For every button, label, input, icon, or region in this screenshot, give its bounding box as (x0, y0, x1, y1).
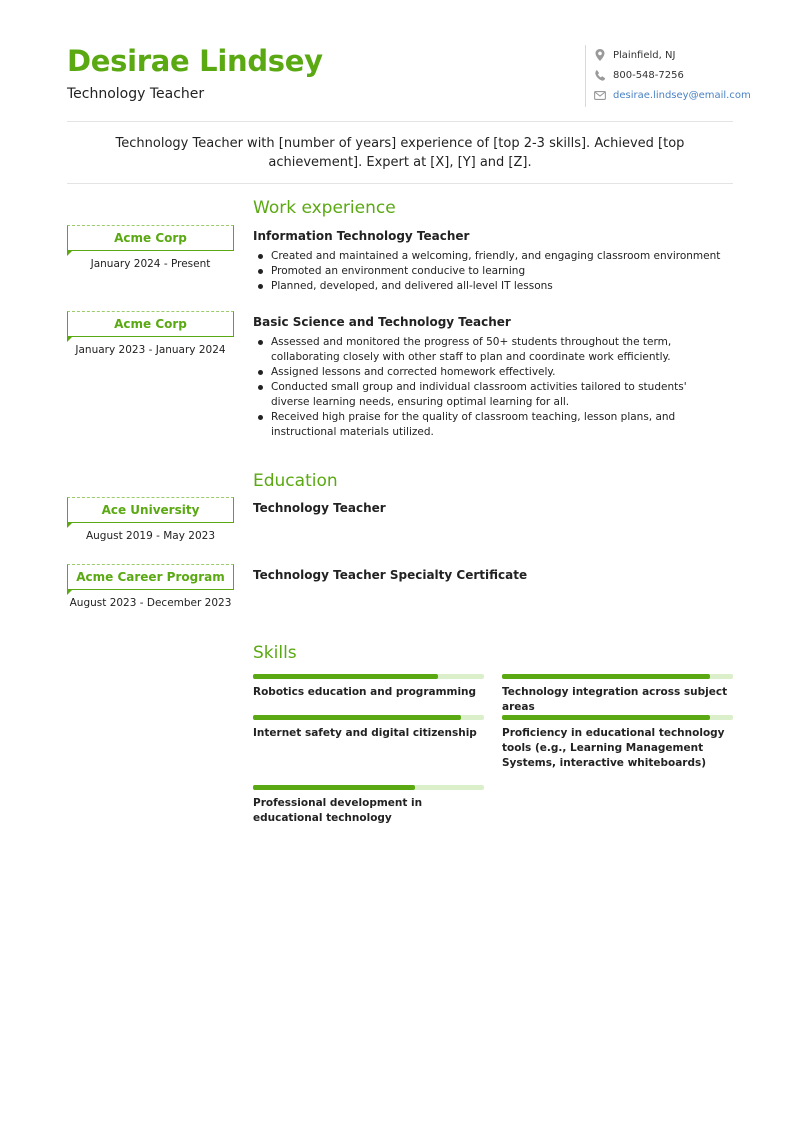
list-item: Planned, developed, and delivered all-level IT lessons (253, 279, 723, 294)
edu-2-school-tag: Acme Career Program (67, 564, 234, 590)
education-heading: Education (253, 471, 338, 491)
candidate-name: Desirae Lindsey (67, 44, 323, 78)
job-2-dates: January 2023 - January 2024 (75, 344, 226, 356)
contact-location (594, 45, 751, 65)
job-2-position: Basic Science and Technology Teacher (253, 315, 511, 329)
job-1-company-tag: Acme Corp (67, 225, 234, 251)
skill-level-fill (502, 674, 710, 679)
skill-level-fill (253, 715, 461, 720)
work-experience-heading: Work experience (253, 198, 396, 218)
list-item: Assigned lessons and corrected homework effectively. (253, 365, 723, 380)
edu-1-degree: Technology Teacher (253, 501, 386, 515)
phone-icon (594, 69, 606, 81)
skill-level-bar (502, 674, 733, 679)
resume-header (67, 44, 323, 102)
skill-item (502, 715, 733, 771)
edu-1-dates: August 2019 - May 2023 (85, 530, 216, 542)
skill-item (253, 715, 484, 741)
skill-level-bar (253, 715, 484, 720)
skill-label: Technology integration across subject areas (502, 686, 728, 713)
skills-heading: Skills (253, 643, 297, 663)
contact-block (585, 45, 751, 107)
contact-email[interactable] (594, 85, 751, 105)
skill-level-fill (502, 715, 710, 720)
edu-2-dates: August 2023 - December 2023 (69, 597, 232, 609)
map-pin-icon (594, 49, 606, 61)
header-divider (67, 121, 733, 122)
list-item: Promoted an environment conducive to learning (253, 264, 723, 279)
skill-level-fill (253, 785, 415, 790)
skill-label: Internet safety and digital citizenship (253, 727, 477, 739)
skill-level-fill (253, 674, 438, 679)
job-1-bullets (253, 249, 723, 294)
skill-item (253, 785, 484, 826)
job-2-bullets (253, 335, 723, 440)
skill-label: Professional development in educational technology (253, 797, 423, 824)
skill-level-bar (502, 715, 733, 720)
list-item: Received high praise for the quality of classroom teaching, lesson plans, and instructional materials utilized. (253, 410, 723, 440)
edu-1-school-tag: Ace University (67, 497, 234, 523)
skill-label: Robotics education and programming (253, 686, 477, 698)
skill-label: Proficiency in educational technology tools (e.g., Learning Management Systems, interactive whiteboards) (502, 727, 725, 769)
edu-2-degree: Technology Teacher Specialty Certificate (253, 568, 528, 582)
summary-text: Technology Teacher with [number of years] experience of [top 2-3 skills]. Achieved [top achievement]. Expert at [X], [Y] and [Z]. (115, 136, 685, 170)
skill-item (253, 674, 484, 700)
envelope-icon (594, 89, 606, 101)
list-item: Conducted small group and individual classroom activities tailored to students' diverse learning needs, ensuring optimal learning for all. (253, 380, 723, 410)
job-2-company-tag: Acme Corp (67, 311, 234, 337)
summary-divider (67, 183, 733, 184)
candidate-role: Technology Teacher (67, 86, 205, 102)
phone-text: 800-548-7256 (613, 69, 684, 81)
job-1-dates: January 2024 - Present (90, 258, 211, 270)
email-link[interactable]: desirae.lindsey@email.com (613, 89, 751, 101)
skill-level-bar (253, 785, 484, 790)
list-item: Assessed and monitored the progress of 50+ students throughout the term, collaborating closely with other staff to plan and coordinate work efficiently. (253, 335, 723, 365)
skill-item (502, 674, 733, 715)
skill-level-bar (253, 674, 484, 679)
location-text: Plainfield, NJ (613, 49, 676, 61)
list-item: Created and maintained a welcoming, friendly, and engaging classroom environment (253, 249, 723, 264)
job-1-position: Information Technology Teacher (253, 229, 470, 243)
contact-phone (594, 65, 751, 85)
